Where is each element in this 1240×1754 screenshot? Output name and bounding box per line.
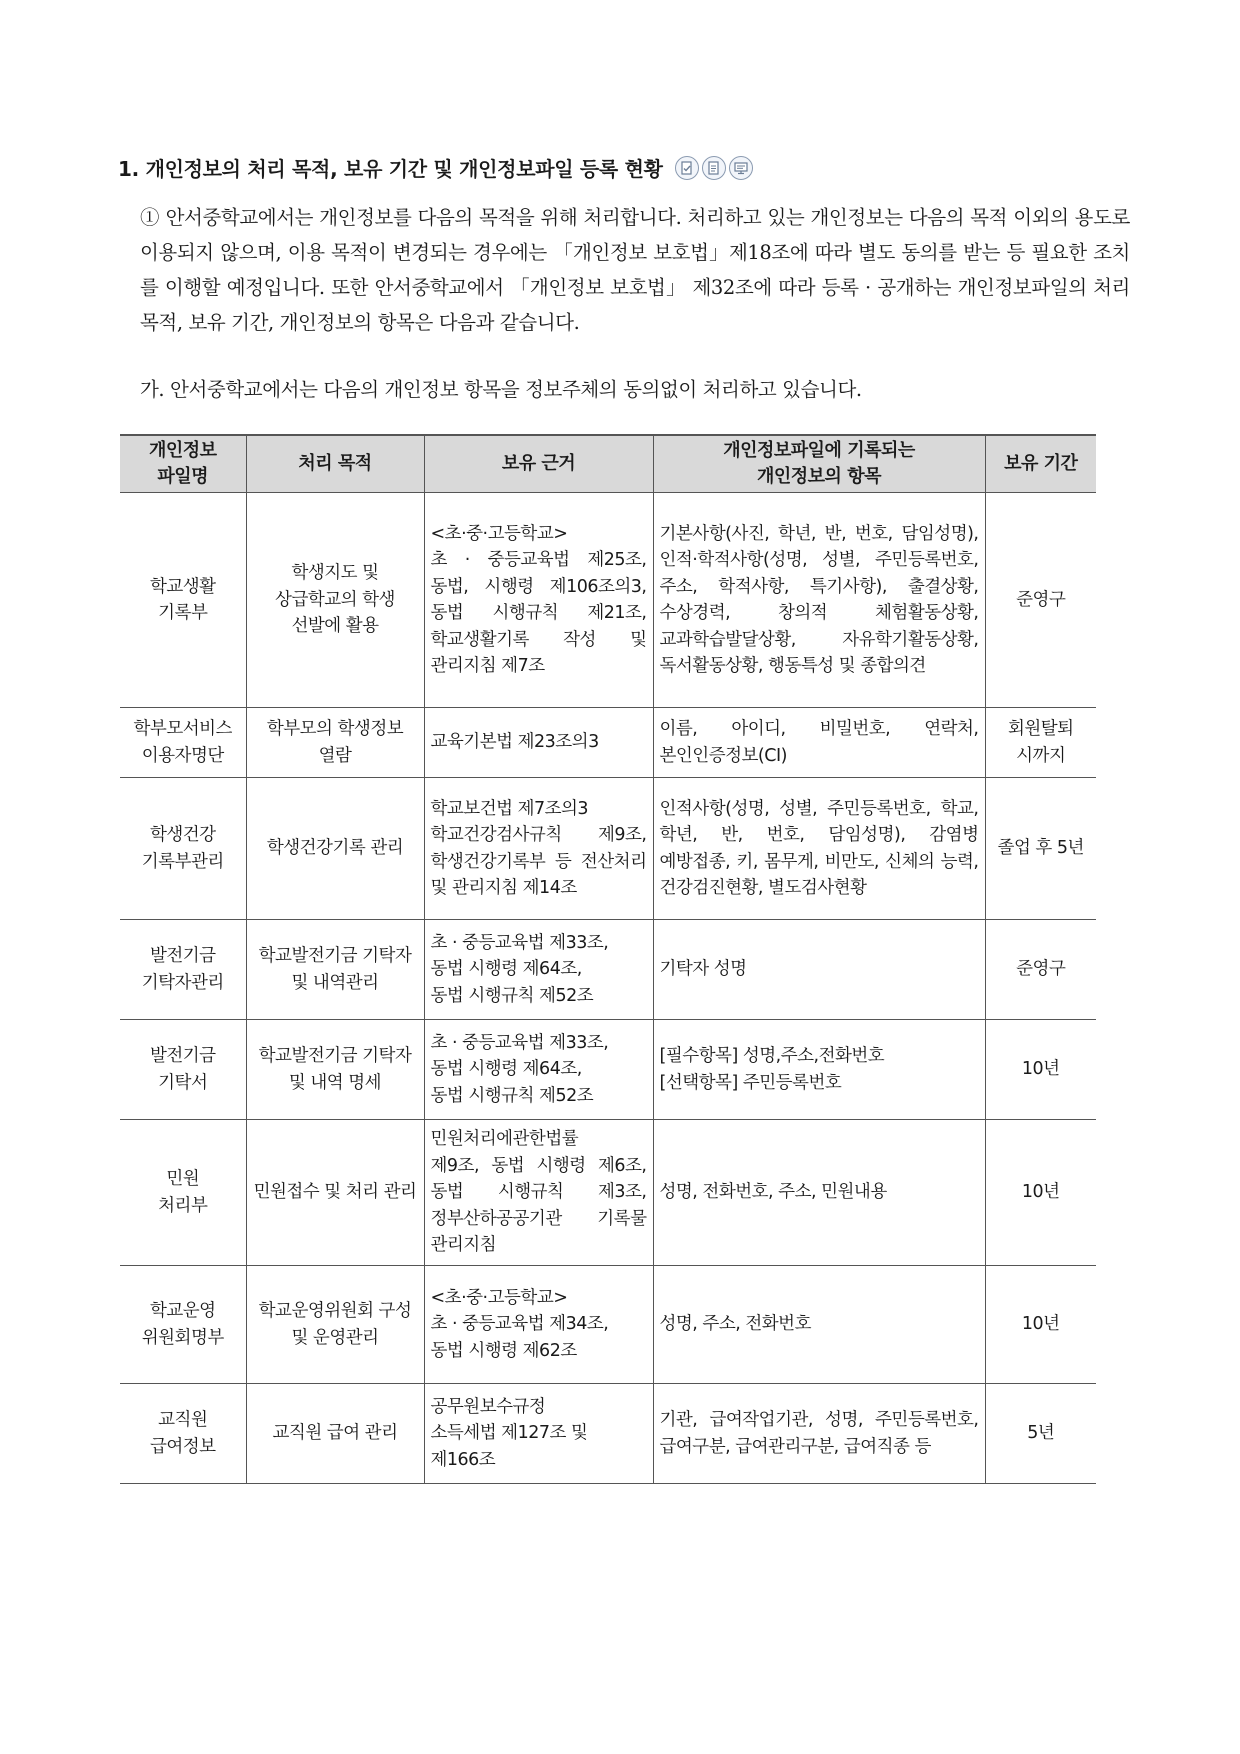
cell-purpose: 민원접수 및 처리 관리	[246, 1120, 424, 1266]
cell-retention: 10년	[985, 1266, 1096, 1384]
table-row	[120, 1120, 1096, 1266]
table-row	[120, 778, 1096, 920]
cell-purpose: 학교발전기금 기탁자 및 내역 명세	[246, 1020, 424, 1120]
table-row	[120, 493, 1096, 708]
table-row	[120, 920, 1096, 1020]
header-basis: 보유 근거	[424, 435, 653, 493]
section-heading	[118, 153, 1118, 182]
cell-file-name: 발전기금 기탁자관리	[120, 920, 246, 1020]
cell-file-name: 학교생활 기록부	[120, 493, 246, 708]
header-purpose: 처리 목적	[246, 435, 424, 493]
cell-basis: 학교보건법 제7조의3 학교건강검사규칙 제9조, 학생건강기록부 등 전산처리 및 관리지침 제14조	[424, 778, 653, 920]
cell-basis: 민원처리에관한법률 제9조, 동법 시행령 제6조, 동법 시행규칙 제3조, 정부산하공공기관 기록물 관리지침	[424, 1120, 653, 1266]
document-open-icon	[702, 156, 726, 180]
cell-items: 성명, 주소, 전화번호	[653, 1266, 985, 1384]
cell-file-name: 교직원 급여정보	[120, 1384, 246, 1484]
cell-items: 성명, 전화번호, 주소, 민원내용	[653, 1120, 985, 1266]
cell-basis: 교육기본법 제23조의3	[424, 708, 653, 778]
cell-basis: 초 · 중등교육법 제33조, 동법 시행령 제64조, 동법 시행규칙 제52조	[424, 920, 653, 1020]
section-heading-text: 1. 개인정보의 처리 목적, 보유 기간 및 개인정보파일 등록 현황	[118, 157, 663, 181]
header-items: 개인정보파일에 기록되는 개인정보의 항목	[653, 435, 985, 493]
cell-retention: 준영구	[985, 920, 1096, 1020]
heading-badges	[675, 156, 753, 180]
table-row	[120, 1020, 1096, 1120]
cell-file-name: 민원 처리부	[120, 1120, 246, 1266]
personal-info-file-table	[120, 434, 1096, 1484]
cell-retention: 회원탈퇴 시까지	[985, 708, 1096, 778]
cell-items: 기탁자 성명	[653, 920, 985, 1020]
table-row	[120, 1384, 1096, 1484]
cell-file-name: 학교운영 위원회명부	[120, 1266, 246, 1384]
cell-basis: <초·중·고등학교> 초 · 중등교육법 제25조, 동법, 시행령 제106조의3, 동법 시행규칙 제21조, 학교생활기록 작성 및 관리지침 제7조	[424, 493, 653, 708]
cell-items: 이름, 아이디, 비밀번호, 연락처, 본인인증정보(CI)	[653, 708, 985, 778]
cell-basis: <초·중·고등학교> 초 · 중등교육법 제34조, 동법 시행령 제62조	[424, 1266, 653, 1384]
cell-retention: 5년	[985, 1384, 1096, 1484]
cell-retention: 준영구	[985, 493, 1096, 708]
cell-file-name: 학생건강 기록부관리	[120, 778, 246, 920]
cell-items: [필수항목] 성명,주소,전화번호 [선택항목] 주민등록번호	[653, 1020, 985, 1120]
cell-retention: 10년	[985, 1120, 1096, 1266]
cell-purpose: 학교발전기금 기탁자 및 내역관리	[246, 920, 424, 1020]
table-row	[120, 1266, 1096, 1384]
header-retention: 보유 기간	[985, 435, 1096, 493]
intro-paragraph: ① 안서중학교에서는 개인정보를 다음의 목적을 위해 처리합니다. 처리하고 있는 개인정보는 다음의 목적 이외의 용도로 이용되지 않으며, 이용 목적이 변경되는 경우에는 「개인정보 보호법」제18조에 따라 별도 동의를 받는 등 필요한 조치를 이행할 예정입니다. 또한 안서중학교에서 「개인정보 보호법」 제32조에 따라 등록 · 공개하는 개인정보파일의 처리 목적, 보유 기간, 개인정보의 항목은 다음과 같습니다.	[140, 206, 1130, 334]
cell-items: 인적사항(성명, 성별, 주민등록번호, 학교, 학년, 반, 번호, 담임성명), 감염병 예방접종, 키, 몸무게, 비만도, 신체의 능력, 건강검진현황, 별도검사현황	[653, 778, 985, 920]
cell-basis: 공무원보수규정 소득세법 제127조 및 제166조	[424, 1384, 653, 1484]
cell-purpose: 학부모의 학생정보 열람	[246, 708, 424, 778]
cell-retention: 졸업 후 5년	[985, 778, 1096, 920]
cell-items: 기본사항(사진, 학년, 반, 번호, 담임성명), 인적·학적사항(성명, 성별, 주민등록번호, 주소, 학적사항, 특기사항), 출결상황, 수상경력, 창의적 체험활동상황, 교과학습발달상황, 자유학기활동상황, 독서활동상황, 행동특성 및 종합의견	[653, 493, 985, 708]
cell-items: 기관, 급여작업기관, 성명, 주민등록번호, 급여구분, 급여관리구분, 급여직종 등	[653, 1384, 985, 1484]
cell-basis: 초 · 중등교육법 제33조, 동법 시행령 제64조, 동법 시행규칙 제52조	[424, 1020, 653, 1120]
cell-retention: 10년	[985, 1020, 1096, 1120]
subheading: 가. 안서중학교에서는 다음의 개인정보 항목을 정보주체의 동의없이 처리하고 있습니다.	[140, 378, 862, 401]
cell-file-name: 발전기금 기탁서	[120, 1020, 246, 1120]
document-check-icon	[675, 156, 699, 180]
cell-purpose: 학생지도 및 상급학교의 학생 선발에 활용	[246, 493, 424, 708]
monitor-document-icon	[729, 156, 753, 180]
table-row	[120, 708, 1096, 778]
cell-purpose: 교직원 급여 관리	[246, 1384, 424, 1484]
cell-purpose: 학교운영위원회 구성 및 운영관리	[246, 1266, 424, 1384]
table-header-row	[120, 435, 1096, 493]
header-file-name: 개인정보 파일명	[120, 435, 246, 493]
cell-file-name: 학부모서비스 이용자명단	[120, 708, 246, 778]
cell-purpose: 학생건강기록 관리	[246, 778, 424, 920]
